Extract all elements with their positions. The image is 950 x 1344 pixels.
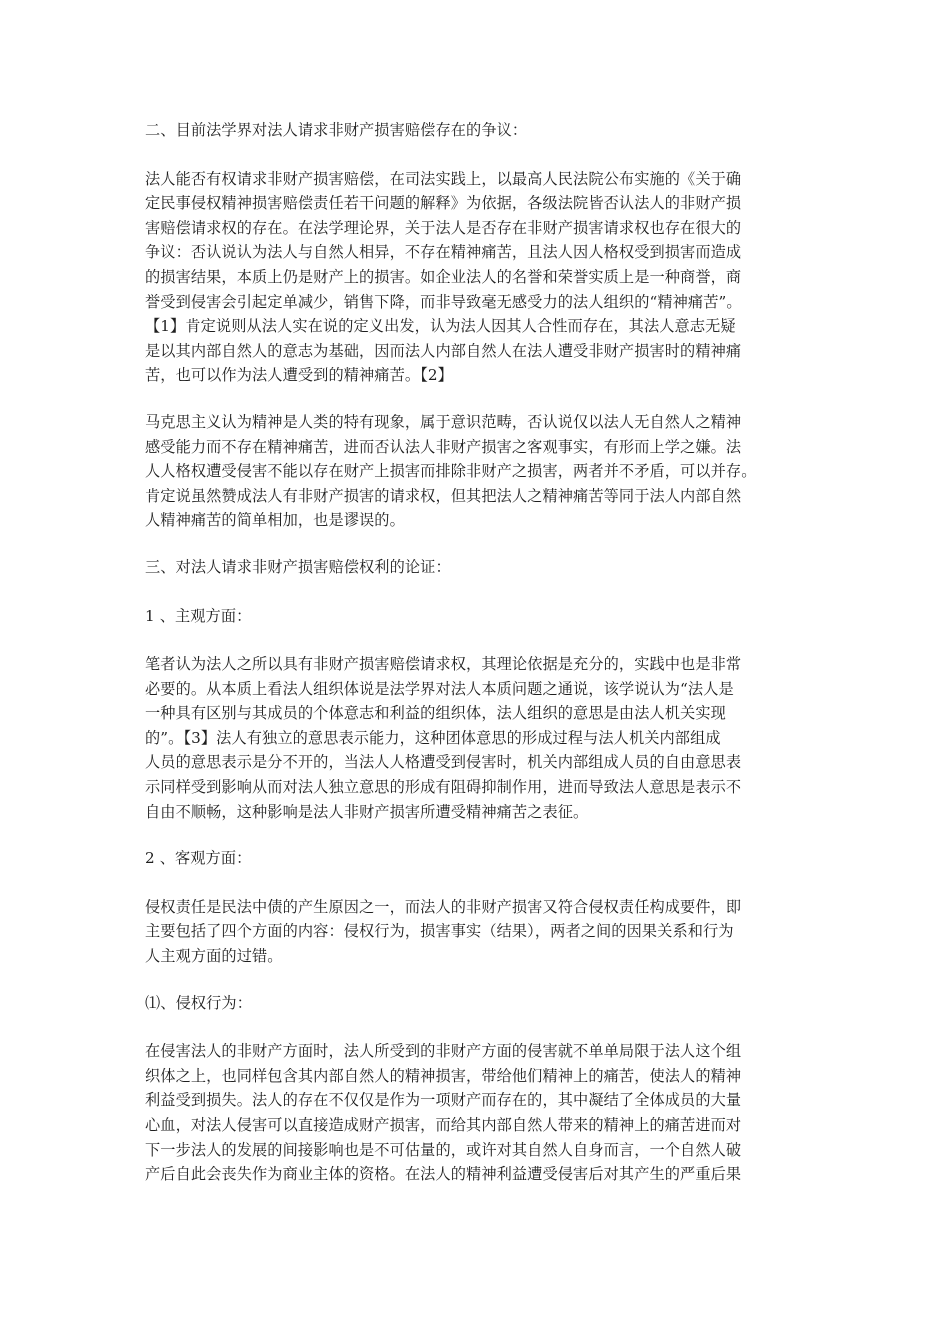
text-line: 利益受到损失。法人的存在不仅仅是作为一项财产而存在的，其中凝结了全体成员的大量 bbox=[145, 1091, 742, 1110]
text-line: 必要的。从本质上看法人组织体说是法学界对法人本质问题之通说，该学说认为“法人是 bbox=[145, 679, 734, 698]
document-body bbox=[145, 118, 810, 1187]
text-line: 争议：否认说认为法人与自然人相异，不存在精神痛苦，且法人因人格权受到损害而造成 bbox=[145, 243, 742, 262]
text-line: 的”。【3】法人有独立的意思表示能力，这种团体意思的形成过程与法人机关内部组成 bbox=[145, 728, 721, 747]
section-heading bbox=[145, 118, 810, 143]
text-line: 人员的意思表示是分不开的，当法人人格遭受到侵害时，机关内部组成人员的自由意思表 bbox=[145, 753, 742, 772]
text-line: 人人格权遭受侵害不能以存在财产上损害而排除非财产之损害，两者并不矛盾，可以并存。 bbox=[145, 462, 757, 481]
section-heading bbox=[145, 991, 810, 1016]
text-line: ⑴、侵权行为： bbox=[145, 993, 253, 1012]
text-line: 人主观方面的过错。 bbox=[145, 947, 283, 966]
text-line: 笔者认为法人之所以具有非财产损害赔偿请求权，其理论依据是充分的，实践中也是非常 bbox=[145, 655, 742, 674]
text-line: 肯定说虽然赞成法人有非财产损害的请求权，但其把法人之精神痛苦等同于法人内部自然 bbox=[145, 486, 742, 505]
text-line: 三、对法人请求非财产损害赔偿权利的论证： bbox=[145, 557, 451, 576]
text-line: 的损害结果，本质上仍是财产上的损害。如企业法人的名誉和荣誉实质上是一种商誉，商 bbox=[145, 267, 742, 286]
text-line: 织体之上，也同样包含其内部自然人的精神损害，带给他们精神上的痛苦，使法人的精神 bbox=[145, 1066, 742, 1085]
body-paragraph bbox=[145, 895, 810, 969]
text-line: 2 、客观方面： bbox=[145, 849, 252, 868]
document-page bbox=[145, 118, 810, 1209]
text-line: 心血，对法人侵害可以直接造成财产损害，而给其内部自然人带来的精神上的痛苦进而对 bbox=[145, 1116, 742, 1134]
section-heading bbox=[145, 846, 810, 871]
text-line: 苦，也可以作为法人遭受到的精神痛苦。【2】 bbox=[145, 366, 453, 385]
section-heading bbox=[145, 604, 810, 629]
text-line: 【1】肯定说则从法人实在说的定义出发，认为法人因其人合性而存在，其法人意志无疑 bbox=[145, 317, 736, 336]
text-line: 誉受到侵害会引起定单减少，销售下降，而非导致毫无感受力的法人组织的“精神痛苦”。 bbox=[145, 292, 742, 311]
text-line: 侵权责任是民法中债的产生原因之一，而法人的非财产损害又符合侵权责任构成要件，即 bbox=[145, 897, 742, 916]
text-line: 人精神痛苦的简单相加，也是谬误的。 bbox=[145, 511, 405, 530]
text-line: 自由不顺畅，这种影响是法人非财产损害所遭受精神痛苦之表征。 bbox=[145, 802, 589, 821]
text-line: 法人能否有权请求非财产损害赔偿，在司法实践上，以最高人民法院公布实施的《关于确 bbox=[145, 169, 742, 188]
body-paragraph bbox=[145, 410, 810, 533]
section-heading bbox=[145, 555, 810, 580]
text-line: 是以其内部自然人的意志为基础，因而法人内部自然人在法人遭受非财产损害时的精神痛 bbox=[145, 341, 742, 360]
text-line: 产后自此会丧失作为商业主体的资格。在法人的精神利益遭受侵害后对其产生的严重后果 bbox=[145, 1165, 742, 1184]
text-line: 二、目前法学界对法人请求非财产损害赔偿存在的争议： bbox=[145, 121, 528, 139]
body-paragraph bbox=[145, 167, 810, 388]
text-line: 感受能力而不存在精神痛苦，进而否认法人非财产损害之客观事实，有形而上学之嫌。法 bbox=[145, 437, 742, 456]
text-line: 示同样受到影响从而对法人独立意思的形成有阻碍抑制作用，进而导致法人意思是表示不 bbox=[145, 778, 742, 797]
text-line: 主要包括了四个方面的内容：侵权行为，损害事实（结果），两者之间的因果关系和行为 bbox=[145, 922, 734, 941]
text-line: 一种具有区别与其成员的个体意志和利益的组织体，法人组织的意思是由法人机关实现 bbox=[145, 704, 726, 723]
text-line: 下一步法人的发展的间接影响也是不可估量的，或许对其自然人自身而言，一个自然人破 bbox=[145, 1140, 742, 1159]
text-line: 马克思主义认为精神是人类的特有现象，属于意识范畴，否认说仅以法人无自然人之精神 bbox=[145, 412, 742, 431]
body-paragraph bbox=[145, 652, 810, 824]
text-line: 定民事侵权精神损害赔偿责任若干问题的解释》为依据，各级法院皆否认法人的非财产损 bbox=[145, 194, 742, 213]
text-line: 1 、主观方面： bbox=[145, 606, 252, 625]
text-line: 在侵害法人的非财产方面时，法人所受到的非财产方面的侵害就不单单局限于法人这个组 bbox=[145, 1042, 742, 1061]
body-paragraph bbox=[145, 1039, 810, 1187]
text-line: 害赔偿请求权的存在。在法学理论界，关于法人是否存在非财产损害请求权也存在很大的 bbox=[145, 218, 742, 237]
